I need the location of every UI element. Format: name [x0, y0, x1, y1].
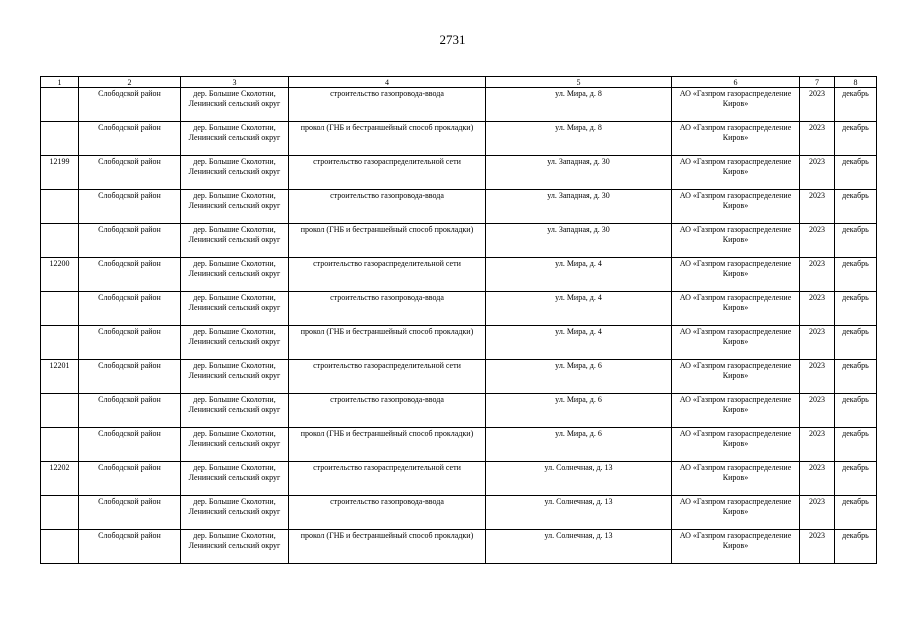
settlement-cell-line: дер. Большие Сколотни,	[193, 89, 276, 98]
settlement-cell-line: дер. Большие Сколотни,	[193, 123, 276, 132]
organization-cell-line: Киров»	[722, 303, 749, 312]
organization-cell-line: Киров»	[722, 235, 749, 244]
table-row	[41, 360, 877, 394]
table-row	[41, 156, 877, 190]
table-row	[41, 122, 877, 156]
row-number-cell	[41, 88, 79, 122]
organization-cell-line: АО «Газпром газораспределение	[679, 157, 792, 166]
row-number-cell	[41, 190, 79, 224]
settlement-cell-line: дер. Большие Сколотни,	[193, 463, 276, 472]
settlement-cell-line: дер. Большие Сколотни,	[193, 191, 276, 200]
column-header-6: 6	[672, 77, 800, 88]
row-number-cell	[41, 428, 79, 462]
organization-cell-line: АО «Газпром газораспределение	[679, 361, 792, 370]
address-cell: ул. Мира, д. 6	[486, 428, 672, 462]
row-number-cell	[41, 224, 79, 258]
settlement-cell-line: дер. Большие Сколотни,	[193, 395, 276, 404]
year-cell: 2023	[800, 326, 835, 360]
organization-cell-line: Киров»	[722, 439, 749, 448]
district-cell: Слободской район	[79, 428, 181, 462]
settlement-cell-line: дер. Большие Сколотни,	[193, 327, 276, 336]
row-number-cell	[41, 292, 79, 326]
work-type-cell: строительство газораспределительной сети	[289, 360, 486, 394]
settlement-cell-line: дер. Большие Сколотни,	[193, 429, 276, 438]
work-type-cell: строительство газораспределительной сети	[289, 462, 486, 496]
organization-cell	[672, 462, 800, 496]
settlement-cell-line: Ленинский сельский округ	[188, 405, 281, 414]
settlement-cell-line: Ленинский сельский округ	[188, 167, 281, 176]
month-cell: декабрь	[835, 462, 877, 496]
row-number-cell: 12201	[41, 360, 79, 394]
settlement-cell-line: дер. Большие Сколотни,	[193, 157, 276, 166]
month-cell: декабрь	[835, 530, 877, 564]
column-header-3: 3	[181, 77, 289, 88]
organization-cell-line: АО «Газпром газораспределение	[679, 463, 792, 472]
table-row	[41, 292, 877, 326]
organization-cell-line: Киров»	[722, 371, 749, 380]
settlement-cell-line: Ленинский сельский округ	[188, 371, 281, 380]
row-number-cell	[41, 496, 79, 530]
district-cell: Слободской район	[79, 190, 181, 224]
year-cell: 2023	[800, 122, 835, 156]
table-row	[41, 462, 877, 496]
month-cell: декабрь	[835, 122, 877, 156]
settlement-cell-line: дер. Большие Сколотни,	[193, 497, 276, 506]
work-type-cell: строительство газораспределительной сети	[289, 156, 486, 190]
settlement-cell	[181, 122, 289, 156]
organization-cell	[672, 258, 800, 292]
settlement-cell	[181, 428, 289, 462]
settlement-cell	[181, 258, 289, 292]
organization-cell	[672, 190, 800, 224]
table-body	[41, 88, 877, 564]
organization-cell	[672, 360, 800, 394]
organization-cell	[672, 122, 800, 156]
organization-cell-line: АО «Газпром газораспределение	[679, 259, 792, 268]
year-cell: 2023	[800, 530, 835, 564]
table-row	[41, 326, 877, 360]
month-cell: декабрь	[835, 224, 877, 258]
organization-cell-line: Киров»	[722, 167, 749, 176]
settlement-cell-line: Ленинский сельский округ	[188, 269, 281, 278]
table-row	[41, 530, 877, 564]
organization-cell-line: Киров»	[722, 269, 749, 278]
row-number-cell: 12202	[41, 462, 79, 496]
district-cell: Слободской район	[79, 156, 181, 190]
table-row	[41, 258, 877, 292]
organization-cell-line: АО «Газпром газораспределение	[679, 89, 792, 98]
work-type-cell: строительство газопровода-ввода	[289, 292, 486, 326]
settlement-cell-line: Ленинский сельский округ	[188, 133, 281, 142]
organization-cell-line: АО «Газпром газораспределение	[679, 429, 792, 438]
settlement-cell	[181, 530, 289, 564]
table-row	[41, 428, 877, 462]
settlement-cell-line: Ленинский сельский округ	[188, 235, 281, 244]
organization-cell	[672, 496, 800, 530]
work-type-cell: строительство газораспределительной сети	[289, 258, 486, 292]
settlement-cell-line: Ленинский сельский округ	[188, 473, 281, 482]
organization-cell	[672, 292, 800, 326]
organization-cell-line: АО «Газпром газораспределение	[679, 531, 792, 540]
organization-cell-line: АО «Газпром газораспределение	[679, 395, 792, 404]
district-cell: Слободской район	[79, 292, 181, 326]
year-cell: 2023	[800, 156, 835, 190]
work-type-cell: строительство газопровода-ввода	[289, 496, 486, 530]
column-header-1: 1	[41, 77, 79, 88]
year-cell: 2023	[800, 190, 835, 224]
address-cell: ул. Западная, д. 30	[486, 156, 672, 190]
page-number: 2731	[439, 32, 466, 47]
work-type-cell: прокол (ГНБ и бестраншейный способ прокладки)	[289, 428, 486, 462]
month-cell: декабрь	[835, 360, 877, 394]
organization-cell-line: АО «Газпром газораспределение	[679, 497, 792, 506]
organization-cell-line: Киров»	[722, 133, 749, 142]
address-cell: ул. Мира, д. 8	[486, 88, 672, 122]
settlement-cell	[181, 394, 289, 428]
district-cell: Слободской район	[79, 224, 181, 258]
column-header-7: 7	[800, 77, 835, 88]
address-cell: ул. Мира, д. 4	[486, 292, 672, 326]
row-number-cell	[41, 122, 79, 156]
column-header-2: 2	[79, 77, 181, 88]
settlement-cell	[181, 88, 289, 122]
settlement-cell-line: Ленинский сельский округ	[188, 507, 281, 516]
organization-cell	[672, 326, 800, 360]
work-type-cell: прокол (ГНБ и бестраншейный способ прокладки)	[289, 326, 486, 360]
settlement-cell-line: Ленинский сельский округ	[188, 99, 281, 108]
address-cell: ул. Мира, д. 4	[486, 326, 672, 360]
row-number-cell	[41, 326, 79, 360]
month-cell: декабрь	[835, 190, 877, 224]
row-number-cell: 12199	[41, 156, 79, 190]
row-number-cell: 12200	[41, 258, 79, 292]
year-cell: 2023	[800, 394, 835, 428]
district-cell: Слободской район	[79, 122, 181, 156]
column-header-8: 8	[835, 77, 877, 88]
settlement-cell-line: Ленинский сельский округ	[188, 439, 281, 448]
work-type-cell: прокол (ГНБ и бестраншейный способ прокладки)	[289, 530, 486, 564]
address-cell: ул. Солнечная, д. 13	[486, 530, 672, 564]
settlement-cell	[181, 496, 289, 530]
address-cell: ул. Солнечная, д. 13	[486, 462, 672, 496]
month-cell: декабрь	[835, 88, 877, 122]
organization-cell-line: АО «Газпром газораспределение	[679, 225, 792, 234]
address-cell: ул. Западная, д. 30	[486, 190, 672, 224]
settlement-cell	[181, 360, 289, 394]
year-cell: 2023	[800, 428, 835, 462]
table-row	[41, 224, 877, 258]
month-cell: декабрь	[835, 394, 877, 428]
organization-cell-line: АО «Газпром газораспределение	[679, 191, 792, 200]
settlement-cell-line: дер. Большие Сколотни,	[193, 531, 276, 540]
year-cell: 2023	[800, 496, 835, 530]
work-type-cell: прокол (ГНБ и бестраншейный способ прокладки)	[289, 122, 486, 156]
address-cell: ул. Мира, д. 8	[486, 122, 672, 156]
header-row	[41, 77, 877, 88]
organization-cell-line: Киров»	[722, 541, 749, 550]
settlement-cell-line: Ленинский сельский округ	[188, 303, 281, 312]
settlement-cell	[181, 292, 289, 326]
month-cell: декабрь	[835, 326, 877, 360]
settlement-cell-line: дер. Большие Сколотни,	[193, 225, 276, 234]
year-cell: 2023	[800, 462, 835, 496]
settlement-cell-line: дер. Большие Сколотни,	[193, 259, 276, 268]
row-number-cell	[41, 394, 79, 428]
settlement-cell-line: Ленинский сельский округ	[188, 337, 281, 346]
work-type-cell: строительство газопровода-ввода	[289, 88, 486, 122]
address-cell: ул. Мира, д. 4	[486, 258, 672, 292]
year-cell: 2023	[800, 258, 835, 292]
organization-cell-line: Киров»	[722, 201, 749, 210]
year-cell: 2023	[800, 292, 835, 326]
organization-cell	[672, 156, 800, 190]
district-cell: Слободской район	[79, 326, 181, 360]
organization-cell	[672, 88, 800, 122]
organization-cell-line: Киров»	[722, 473, 749, 482]
district-cell: Слободской район	[79, 530, 181, 564]
settlement-cell	[181, 190, 289, 224]
month-cell: декабрь	[835, 156, 877, 190]
organization-cell	[672, 530, 800, 564]
month-cell: декабрь	[835, 496, 877, 530]
organization-cell-line: Киров»	[722, 337, 749, 346]
organization-cell-line: Киров»	[722, 405, 749, 414]
organization-cell-line: АО «Газпром газораспределение	[679, 293, 792, 302]
column-header-5: 5	[486, 77, 672, 88]
organization-cell-line: АО «Газпром газораспределение	[679, 327, 792, 336]
work-type-cell: прокол (ГНБ и бестраншейный способ прокладки)	[289, 224, 486, 258]
organization-cell	[672, 394, 800, 428]
organization-cell	[672, 224, 800, 258]
settlement-cell-line: Ленинский сельский округ	[188, 201, 281, 210]
organization-cell-line: Киров»	[722, 99, 749, 108]
settlement-cell-line: дер. Большие Сколотни,	[193, 361, 276, 370]
address-cell: ул. Западная, д. 30	[486, 224, 672, 258]
settlement-cell	[181, 224, 289, 258]
month-cell: декабрь	[835, 258, 877, 292]
organization-cell	[672, 428, 800, 462]
table-row	[41, 394, 877, 428]
month-cell: декабрь	[835, 428, 877, 462]
year-cell: 2023	[800, 224, 835, 258]
district-cell: Слободской район	[79, 394, 181, 428]
year-cell: 2023	[800, 360, 835, 394]
address-cell: ул. Мира, д. 6	[486, 360, 672, 394]
settlement-cell	[181, 156, 289, 190]
district-cell: Слободской район	[79, 258, 181, 292]
work-type-cell: строительство газопровода-ввода	[289, 190, 486, 224]
settlement-cell	[181, 326, 289, 360]
column-header-4: 4	[289, 77, 486, 88]
table-row	[41, 190, 877, 224]
row-number-cell	[41, 530, 79, 564]
organization-cell-line: АО «Газпром газораспределение	[679, 123, 792, 132]
organization-cell-line: Киров»	[722, 507, 749, 516]
table-row	[41, 496, 877, 530]
district-cell: Слободской район	[79, 360, 181, 394]
district-cell: Слободской район	[79, 496, 181, 530]
district-cell: Слободской район	[79, 88, 181, 122]
settlement-cell-line: Ленинский сельский округ	[188, 541, 281, 550]
district-cell: Слободской район	[79, 462, 181, 496]
year-cell: 2023	[800, 88, 835, 122]
settlement-cell-line: дер. Большие Сколотни,	[193, 293, 276, 302]
works-table	[40, 76, 877, 564]
work-type-cell: строительство газопровода-ввода	[289, 394, 486, 428]
address-cell: ул. Солнечная, д. 13	[486, 496, 672, 530]
address-cell: ул. Мира, д. 6	[486, 394, 672, 428]
settlement-cell	[181, 462, 289, 496]
table-row	[41, 88, 877, 122]
month-cell: декабрь	[835, 292, 877, 326]
